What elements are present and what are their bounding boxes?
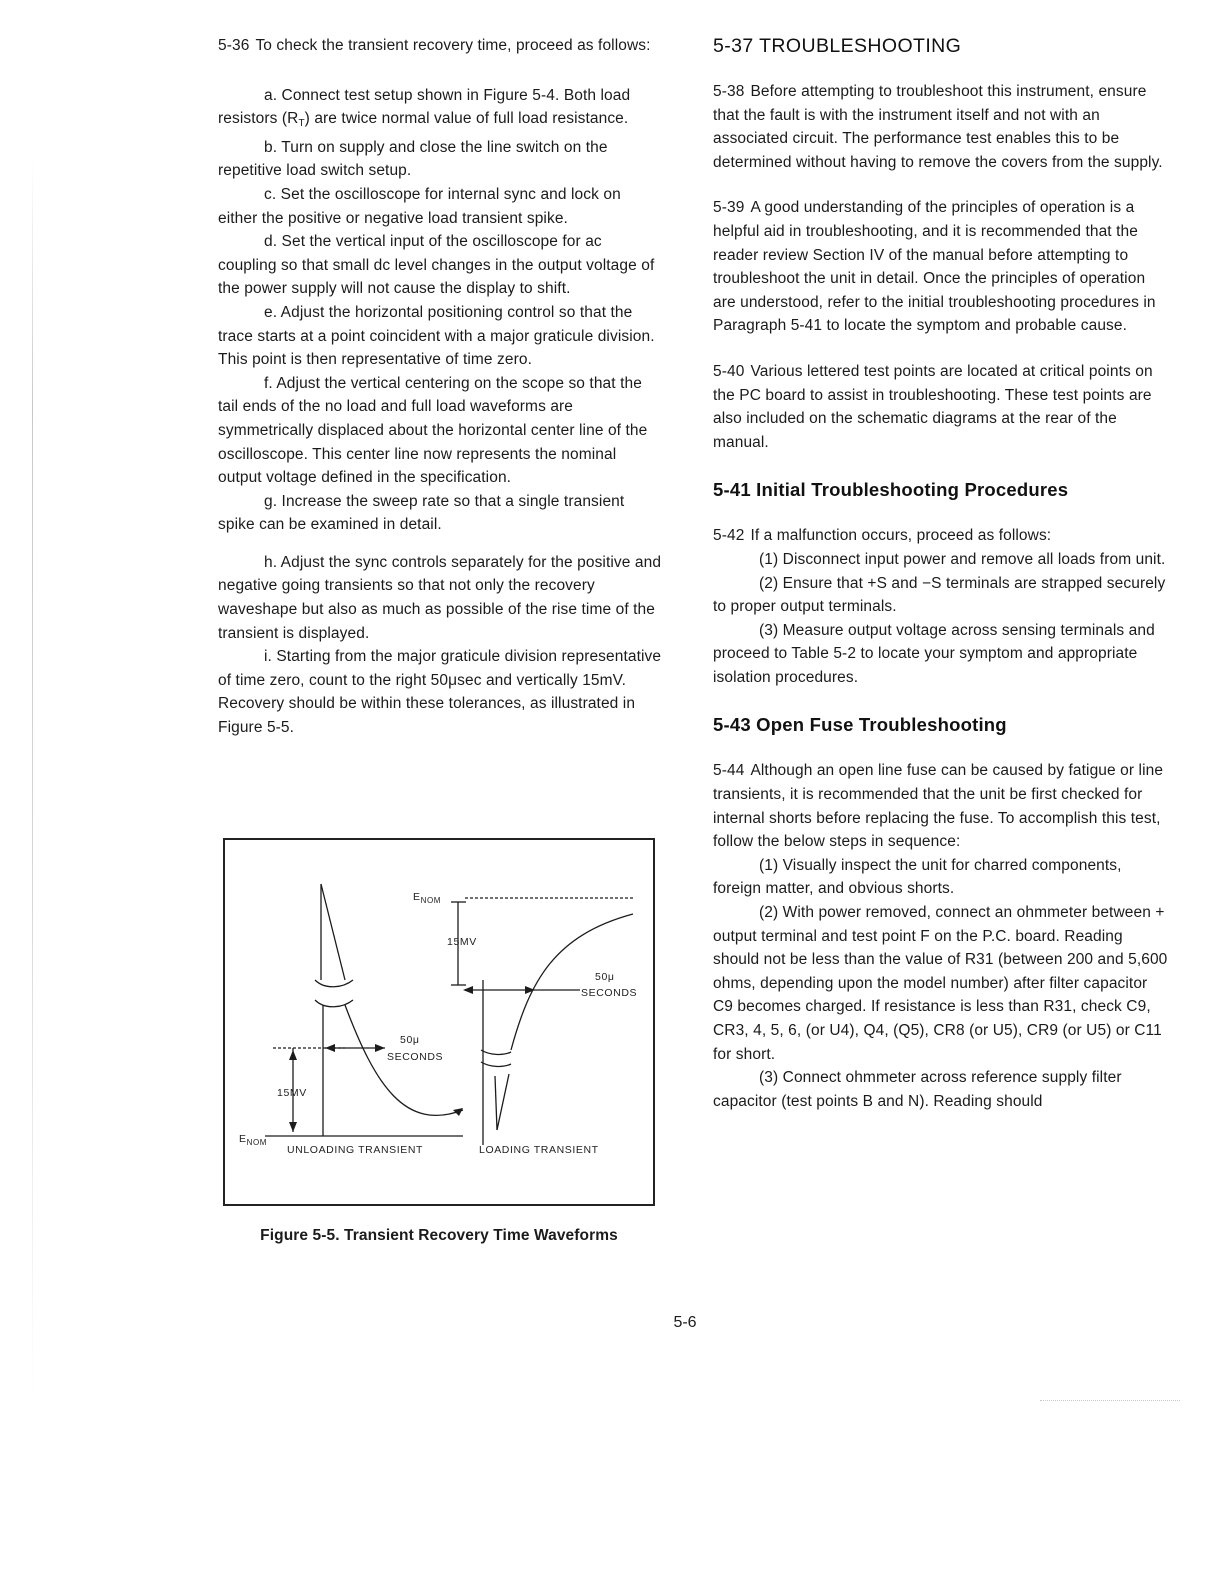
arrowhead — [463, 986, 473, 994]
subscript: T — [298, 118, 305, 130]
paragraph-5-40 — [713, 360, 1168, 454]
arrowhead — [289, 1122, 297, 1132]
step-5-42-3: (3) Measure output voltage across sensing terminals and proceed to Table 5-2 to locate your symptom and appropriate isolation procedures. — [713, 621, 1155, 686]
break-mark — [481, 1062, 511, 1066]
seconds-label-left: SECONDS — [387, 1051, 444, 1063]
paragraph-5-42 — [713, 524, 1168, 548]
paragraph-text: If a malfunction occurs, proceed as follows: — [750, 527, 1052, 545]
open-fuse-heading: 5-43 Open Fuse Troubleshooting — [713, 714, 1007, 736]
loading-recovery-curve — [511, 914, 633, 1050]
step-f: f. Adjust the vertical centering on the scope so that the tail ends of the no load and full load waveforms are symmetrically displaced about the horizontal center line of the oscilloscope. This center line now represents the nominal output voltage defined in the specification. — [218, 374, 648, 487]
figure-5-5 — [223, 838, 655, 1206]
loading-transient-label: LOADING TRANSIENT — [479, 1144, 599, 1156]
step-5-44-3: (3) Connect ohmmeter across reference supply filter capacitor (test points B and N). Reading should — [713, 1069, 1122, 1110]
paragraph-text: A good understanding of the principles of operation is a helpful aid in troubleshooting, and it is recommended that the reader review Section IV of the manual before attempting to troubleshoot the unit in detail. Once the principles of operation are understood, refer to the initial troubleshooting procedures in Paragraph 5-41 to locate the symptom and probable cause. — [713, 199, 1156, 335]
paragraph-5-38 — [713, 80, 1168, 174]
paragraph-number: 5-42 — [713, 527, 745, 545]
paragraph-number: 5-40 — [713, 362, 745, 380]
arrowhead — [289, 1050, 297, 1060]
arrowhead — [453, 1108, 463, 1116]
left-column — [218, 34, 663, 740]
paragraph-text: Various lettered test points are located at critical points on the PC board to assist in troubleshooting. These test points are also included on the schematic diagrams at the rear of the manual. — [713, 362, 1153, 451]
step-5-44-2: (2) With power removed, connect an ohmmeter between + output terminal and test point F on the P.C. board. Reading should not be less than the value of R31 (between 200 and 5,600 ohms, depending upon the model number) after filter capacitor C9 becomes charged. If resistance is less than R31, check C9, CR3, 4, 5, 6, (or U4), Q4, (Q5), CR8 (or U5), CR9 (or U5) or C11 for short. — [713, 904, 1168, 1063]
paragraph-number: 5-44 — [713, 762, 745, 780]
step-h: h. Adjust the sync controls separately for the positive and negative going transients so that not only the recovery waveshape but also as much as possible of the rise time of the transient is displayed. — [218, 553, 662, 642]
step-text: a. Connect test setup shown in Figure 5-4. Both load resistors (R — [218, 86, 631, 128]
transient-waveform-diagram — [225, 840, 653, 1204]
troubleshooting-heading: 5-37 TROUBLESHOOTING — [713, 35, 962, 57]
page-number: 5-6 — [673, 1314, 697, 1331]
step-5-42-1: (1) Disconnect input power and remove all loads from unit. — [759, 550, 1166, 568]
mv-label-left: 15MV — [277, 1087, 307, 1099]
paragraph-text: Before attempting to troubleshoot this instrument, ensure that the fault is with the instrument itself and not with an associated circuit. The performance test enables this to be determined without having to remove the covers from the supply. — [713, 83, 1163, 171]
us-label-right: 50μ — [595, 971, 615, 983]
unloading-transient-label: UNLOADING TRANSIENT — [287, 1144, 424, 1156]
break-mark — [315, 980, 353, 987]
loading-spike-right-edge — [497, 1074, 509, 1130]
paragraph-5-36 — [218, 34, 663, 58]
arrowhead — [375, 1044, 385, 1052]
scan-edge-artifact — [32, 160, 33, 1400]
seconds-label-right: SECONDS — [581, 987, 638, 999]
paragraph-number: 5-36 — [218, 37, 250, 54]
enom-top-label: $E_{NOM}$ — [413, 891, 442, 905]
step-e: e. Adjust the horizontal positioning control so that the trace starts at a point coincident with a major graticule division. This point is then representative of time zero. — [218, 303, 655, 369]
paragraph-5-39 — [713, 196, 1168, 338]
break-mark — [315, 1000, 353, 1007]
figure-caption: Figure 5-5. Transient Recovery Time Waveforms — [260, 1227, 618, 1244]
paragraph-number: 5-38 — [713, 83, 745, 100]
step-g: g. Increase the sweep rate so that a single transient spike can be examined in detail. — [218, 492, 625, 534]
break-mark — [481, 1050, 511, 1054]
unloading-spike-left-edge — [321, 884, 345, 980]
step-c: c. Set the oscilloscope for internal sync and lock on either the positive or negative load transient spike. — [218, 185, 621, 227]
paragraph-text: To check the transient recovery time, proceed as follows: — [255, 37, 651, 54]
step-i: i. Starting from the major graticule division representative of time zero, count to the right 50μsec and vertically 15mV. Recovery should be within these tolerances, as illustrated in Figure 5-5. — [218, 648, 662, 737]
loading-spike-left-edge — [495, 1076, 497, 1130]
step-5-44-1: (1) Visually inspect the unit for charred components, foreign matter, and obvious shorts. — [713, 856, 1122, 898]
arrowhead — [325, 1044, 335, 1052]
paragraph-text: Although an open line fuse can be caused by fatigue or line transients, it is recommended that the unit be first checked for internal shorts before replacing the fuse. To accomplish this test, follow the below steps in sequence: — [713, 762, 1164, 851]
initial-troubleshooting-heading: 5-41 Initial Troubleshooting Procedures — [713, 479, 1069, 501]
step-d: d. Set the vertical input of the oscilloscope for ac coupling so that small dc level changes in the output voltage of the power supply will not cause the display to shift. — [218, 233, 655, 298]
mv-label-right: 15MV — [447, 936, 477, 948]
step-b: b. Turn on supply and close the line switch on the repetitive load switch setup. — [218, 138, 608, 180]
enom-bottom-label: $E_{NOM}$ — [239, 1133, 268, 1147]
scan-noise-artifact — [1040, 1400, 1180, 1405]
paragraph-number: 5-39 — [713, 199, 745, 217]
us-label-left: 50μ — [400, 1034, 420, 1046]
step-5-42-2: (2) Ensure that +S and −S terminals are strapped securely to proper output terminals. — [713, 574, 1166, 616]
paragraph-5-44 — [713, 759, 1168, 853]
right-column — [713, 34, 1168, 1113]
step-text: ) are twice normal value of full load resistance. — [304, 110, 629, 128]
step-a — [218, 84, 663, 136]
